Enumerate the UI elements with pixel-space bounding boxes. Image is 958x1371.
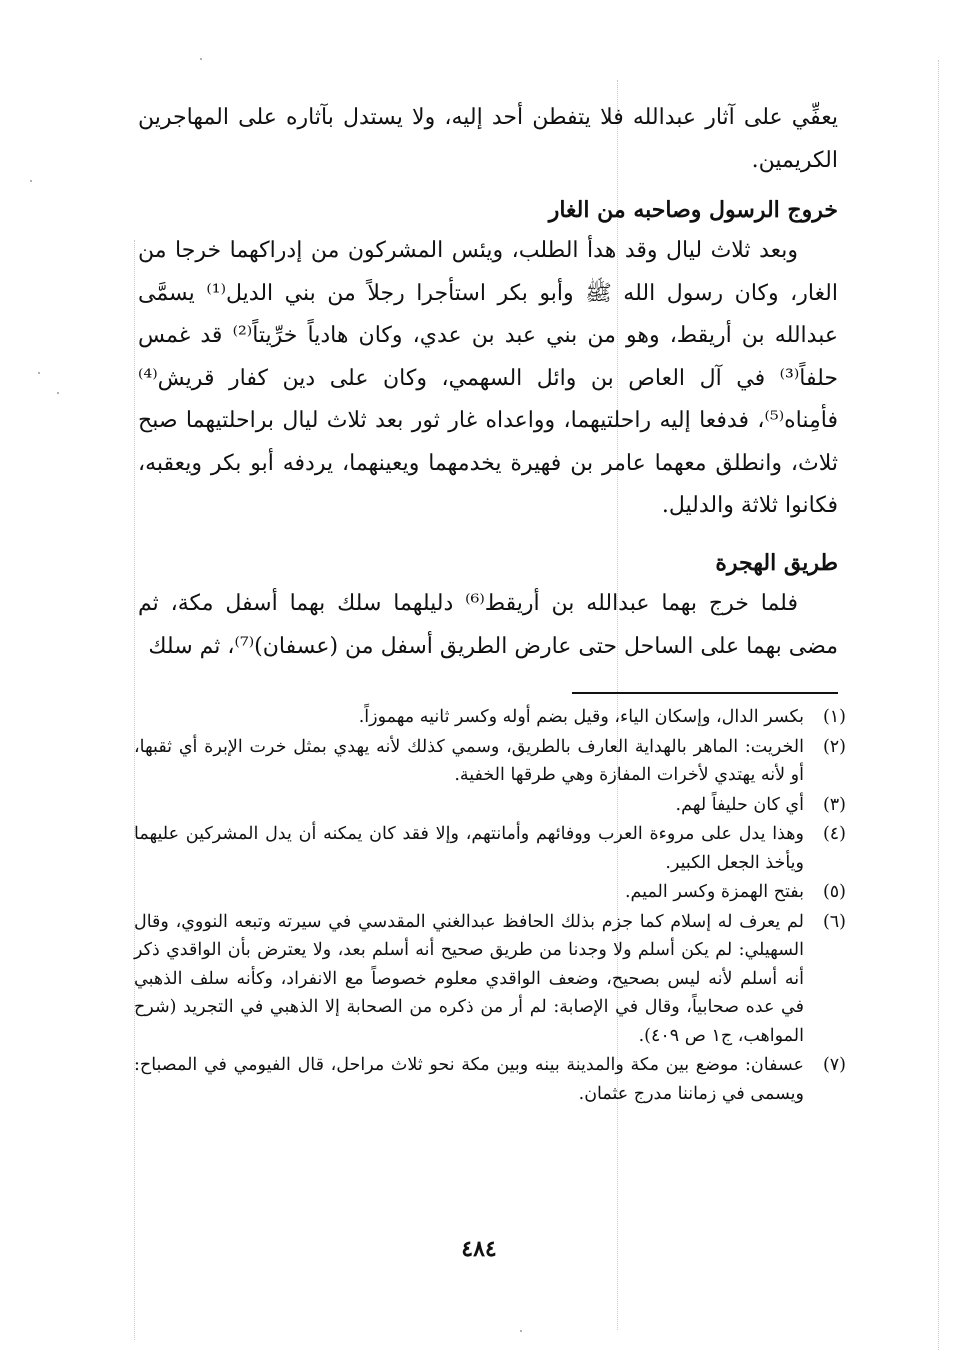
footnote-number: (٤) — [822, 824, 846, 844]
intro-block — [138, 97, 838, 182]
scan-speck — [30, 180, 32, 182]
footnote-item — [134, 878, 846, 907]
section-paragraph: وبعد ثلاث ليال وقد هدأ الطلب، ويئس المشركون من إدراكهما خرجا من الغار، وكان رسول الله ﷺ وأبو بكر استأجرا رجلاً من بني الديل⁽¹⁾ يسمَّى عبدالله بن أريقط، وهو من بني عبد بن عدي، وكان هادياً خرِّيتاً⁽²⁾ قد غمس حلفاً⁽³⁾ في آل العاص بن وائل السهمي، وكان على دين كفار قريش⁽⁴⁾ فأمِناه⁽⁵⁾، فدفعا إليه راحلتيهما، وواعداه غار ثور بعد ثلاث ليال براحلتيهما صبح ثلاث، وانطلق معهما عامر بن فهيرة يخدمهما ويعينهما، يردفه أبو بكر ويعقبه، فكانوا ثلاثة والدليل. — [138, 238, 838, 518]
footnote-number: (١) — [822, 707, 846, 727]
footnote-number: (٦) — [822, 911, 846, 932]
footnote-number: (٥) — [822, 882, 846, 902]
page-number: ٤٨٤ — [461, 1236, 497, 1262]
section-heading: طريق الهجرة — [715, 550, 838, 576]
scan-speck — [520, 1330, 522, 1332]
footnote-text: أي كان حليفاً لهم. — [675, 794, 804, 815]
footnote-number: (٣) — [822, 794, 846, 815]
section-heading: خروج الرسول وصاحبه من الغار — [548, 197, 838, 223]
footnote-number: (٢) — [822, 736, 846, 757]
footnote-separator — [572, 692, 838, 694]
footnote-text: بكسر الدال، وإسكان الياء، وقيل بضم أوله وكسر ثانيه مهموزاً. — [358, 707, 804, 727]
scan-speck — [57, 392, 59, 394]
footnote-text: لم يعرف له إسلام كما جزم بذلك الحافظ عبدالغني المقدسي في سيرته وتبعه النووي، وقال السهيلي: لم يكن أسلم ولا وجدنا من طريق صحيح أنه أسلم بعد، ولا يعترض بأن الواقدي ذكر أنه أسلم لأنه ليس بصحيح، وضعف الواقدي معلوم خصوصاً مع الانفراد، وكأنه سلف الذهبي في عده صحابياً، وقال في الإصابة: لم أر من ذكره من الصحابة إلا الذهبي في التجريد (شرح المواهب، ج١ ص ٤٠٩). — [134, 911, 804, 1046]
footnote-text: عسفان: موضع بين مكة والمدينة بينه وبين مكة نحو ثلاث مراحل، قال الفيومي في المصباح: ويسمى في زماننا مدرج عثمان. — [134, 1055, 804, 1104]
footnote-item — [134, 791, 846, 820]
section-exit-cave — [138, 190, 838, 528]
footnote-item — [134, 733, 846, 790]
footnote-item — [134, 703, 846, 732]
scan-speck — [38, 372, 40, 374]
footnote-item — [134, 820, 846, 877]
footnote-text: بفتح الهمزة وكسر الميم. — [624, 882, 804, 902]
footnote-text: وهذا يدل على مروءة العرب ووفائهم وأمانتهم، وإلا فقد كان يمكنه أن يدل المشركين عليهما ويأخذ الجعل الكبير. — [134, 824, 804, 873]
scan-speck — [200, 58, 202, 60]
section-paragraph: فلما خرج بهما عبدالله بن أريقط⁽⁶⁾ دليلهما سلك بهما أسفل مكة، ثم مضى بهما على الساحل حتى عارض الطريق أسفل من (عسفان)⁽⁷⁾، ثم سلك — [138, 591, 838, 659]
footnote-item — [134, 908, 846, 1051]
section-hijra-route — [138, 543, 838, 668]
footnote-item — [134, 1051, 846, 1108]
footnote-list — [134, 703, 846, 1109]
footnote-number: (٧) — [822, 1055, 846, 1075]
scan-line — [938, 60, 939, 1350]
intro-paragraph: يعفِّي على آثار عبدالله فلا يتفطن أحد إليه، ولا يستدل بآثاره على المهاجرين الكريمين. — [138, 105, 838, 173]
footnote-text: الخريت: الماهر بالهداية العارف بالطريق، وسمي كذلك لأنه يهدي بمثل خرت الإبرة أي ثقبها، أو لأنه يهتدي لأخرات المفازة وهي طرقها الخفية. — [134, 736, 804, 785]
